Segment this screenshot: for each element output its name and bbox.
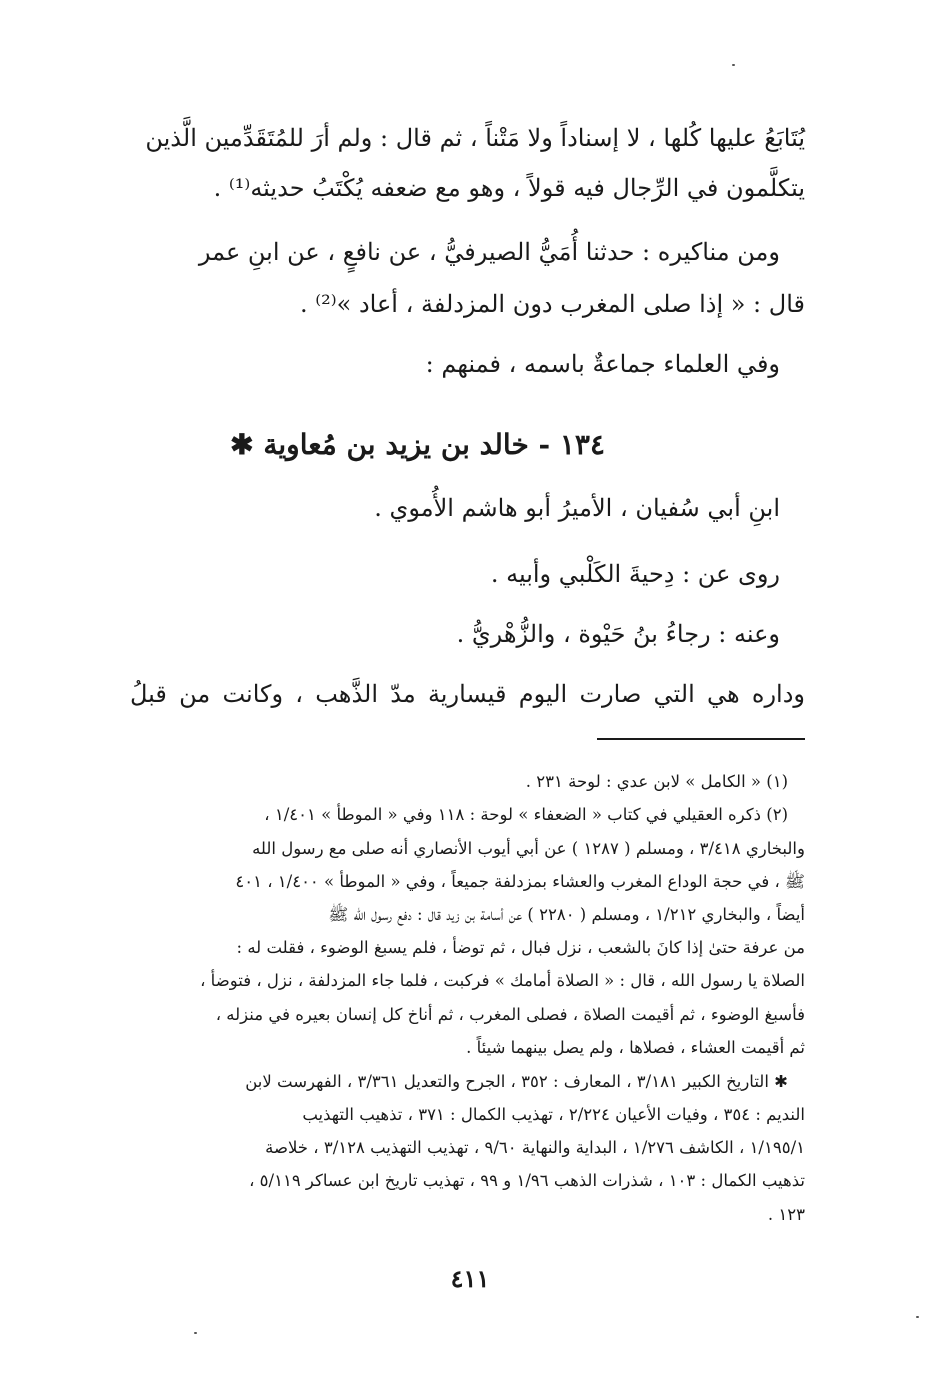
footnote-line: الصلاة يا رسول الله ، قال : « الصلاة أمامك » فركبت ، فلما جاء المزدلفة ، نزل ، فتوضأ ، [200,971,805,990]
footnote-line: ✱ التاريخ الكبير ٣/١٨١ ، المعارف : ٣٥٢ ، الجرح والتعديل ٣/٣٦١ ، الفهرست لابن [245,1072,788,1091]
body-line: وفي العلماء جماعةٌ باسمه ، فمنهم : [425,350,780,378]
print-speck [732,64,735,66]
page-number: ٤١١ [450,1264,490,1293]
footnote-line: (١) « الكامل » لابن عدي : لوحة ٢٣١ . [525,772,788,791]
print-speck [916,1316,919,1318]
print-speck [194,1332,197,1334]
entry-line: وداره هي التي صارت اليوم قيسارية مدّ الذَّهب ، وكانت من قبلُ [130,680,805,708]
footnote-line: فأسبغ الوضوء ، ثم أقيمت الصلاة ، فصلى المغرب ، ثم أناخ كل إنسان بعيره في منزله ، [215,1005,805,1024]
entry-line: روى عن : دِحيةَ الكَلْبي وأبيه . [490,560,780,588]
footnote-line: ١/١٩٥/١ ، الكاشف ١/٢٧٦ ، البداية والنهاية ٩/٦٠ ، تهذيب التهذيب ٣/١٢٨ ، خلاصة [265,1138,805,1157]
footnote-divider [597,738,805,740]
body-line: ومن مناكيره : حدثنا أُمَيُّ الصيرفيُّ ، عن نافعٍ ، عن ابنِ عمر [198,238,780,266]
footnote-line: (٢) ذكره العقيلي في كتاب « الضعفاء » لوحة : ١١٨ وفي « الموطأ » ١/٤٠١ ، [264,805,788,824]
entry-line: ابنِ أبي سُفيان ، الأميرُ أبو هاشم الأُموي . [374,494,780,522]
footnote-line: والبخاري ٣/٤١٨ ، ومسلم ( ١٢٨٧ ) عن أبي أيوب الأنصاري أنه صلى مع رسول الله [252,839,805,858]
footnote-line: ﷺ ، في حجة الوداع المغرب والعشاء بمزدلفة جميعاً ، وفي « الموطأ » ١/٤٠٠ ، ٤٠١ [235,872,805,891]
body-line: يتكلَّمون في الرِّجال فيه قولاً ، وهو مع ضعفه يُكْتَبُ حديثه⁽¹⁾ . [213,174,805,202]
body-line: قال : « إذا صلى المغرب دون المزدلفة ، أعاد »⁽²⁾ . [299,290,805,318]
footnote-line: ثم أقيمت العشاء ، فصلاها ، ولم يصل بينهما شيئاً . [466,1038,805,1057]
body-line: يُتَابَعُ عليها كُلها ، لا إسناداً ولا مَتْناً ، ثم قال : ولم أرَ للمُتَقَدِّمين الَّذين [145,124,805,152]
footnote-line: تذهيب الكمال : ١٠٣ ، شذرات الذهب ١/٩٦ و ٩٩ ، تهذيب تاريخ ابن عساكر ٥/١١٩ ، [249,1171,805,1190]
footnote-line: أيضاً ، والبخاري ١/٢١٢ ، ومسلم ( ٢٢٨٠ ) عن أسامة بن زيد قال : دفع رسول الله ﷺ [328,905,805,924]
entry-line: وعنه : رجاءُ بنُ حَيْوة ، والزُّهْريُّ . [456,620,780,648]
footnote-line: من عرفة حتىٰ إذا كانَ بالشعب ، نزل فبال ، ثم توضأ ، فلم يسبغ الوضوء ، فقلت له : [236,938,805,957]
footnote-line: ١٢٣ . [767,1205,805,1224]
footnote-line: النديم : ٣٥٤ ، وفيات الأعيان ٢/٢٢٤ ، تهذيب الكمال : ٣٧١ ، تذهيب التهذيب [302,1105,805,1124]
entry-heading: ١٣٤ - خالد بن يزيد بن مُعاوية ✱ [230,428,605,461]
